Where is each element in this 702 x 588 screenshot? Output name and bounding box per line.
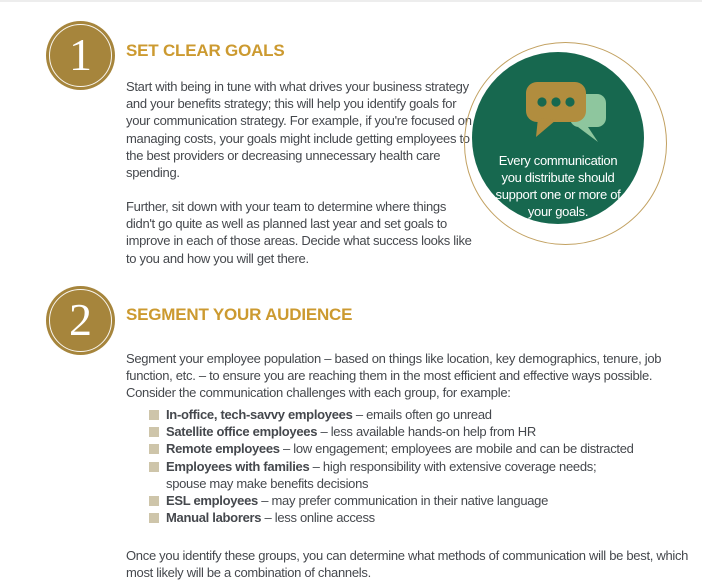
list-item xyxy=(149,406,634,423)
callout-circle xyxy=(472,52,644,224)
square-bullet-icon xyxy=(149,496,159,506)
square-bullet-icon xyxy=(149,513,159,523)
step-2-intro: Segment your employee population – based on things like location, key demographics, tenure, job function, etc. – to ensure you are reaching them in the most efficient and effective ways possible. Consider the communication challenges with each group, for example: xyxy=(126,351,662,401)
callout-text: Every communication you distribute should support one or more of your goals. xyxy=(495,153,621,219)
step-1-number: 1 xyxy=(69,28,92,80)
step-2-number: 2 xyxy=(69,293,92,345)
step-2-title: SEGMENT YOUR AUDIENCE xyxy=(126,305,353,324)
bullet-detail: – low engagement; employees are mobile and can be distracted xyxy=(279,441,634,457)
bullet-lead: ESL employees xyxy=(166,493,258,509)
audience-bullet-list xyxy=(149,406,634,526)
speech-bubbles-icon xyxy=(524,82,614,148)
step-1-paragraph-2: Further, sit down with your team to determine where things didn't go quite as well as planned last year and set goals to improve in each of those areas. Decide what success looks like to you and how you will get there. xyxy=(126,199,472,266)
list-item xyxy=(149,509,634,526)
bullet-detail: – less online access xyxy=(261,510,375,526)
list-item xyxy=(149,423,634,440)
bullet-lead: Manual laborers xyxy=(166,510,262,526)
list-item xyxy=(149,458,634,492)
step-1-number-badge xyxy=(46,21,115,90)
list-item xyxy=(149,440,634,457)
step-2-outro: Once you identify these groups, you can determine what methods of communication will be best, which most likely will be a combination of channels. xyxy=(126,548,689,581)
bullet-detail: – high responsibility with extensive coverage needs; xyxy=(309,458,597,474)
bullet-lead: Remote employees xyxy=(166,441,280,457)
square-bullet-icon xyxy=(149,410,159,420)
bullet-detail: – may prefer communication in their native language xyxy=(257,493,549,509)
bullet-lead: Satellite office employees xyxy=(166,424,318,440)
list-item xyxy=(149,492,634,509)
bullet-detail: – emails often go unread xyxy=(352,407,492,422)
step-2-number-badge xyxy=(46,286,115,355)
square-bullet-icon xyxy=(149,444,159,454)
square-bullet-icon xyxy=(149,427,159,437)
bullet-detail: – less available hands-on help from HR xyxy=(317,424,536,440)
square-bullet-icon xyxy=(149,462,159,472)
page-top-edge xyxy=(0,0,702,2)
bullet-lead: In-office, tech-savvy employees xyxy=(166,407,353,422)
bullet-detail-line2: spouse may make benefits decisions xyxy=(166,475,369,491)
step-1-title: SET CLEAR GOALS xyxy=(126,41,285,60)
bullet-lead: Employees with families xyxy=(166,458,310,474)
step-1-paragraph-1: Start with being in tune with what drives your business strategy and your benefits strategy; this will help you identify goals for your communication strategy. For example, if you're focused on managing costs, your goals might include getting employees to the best providers or decreasing unnecessary health care spending. xyxy=(126,79,472,181)
